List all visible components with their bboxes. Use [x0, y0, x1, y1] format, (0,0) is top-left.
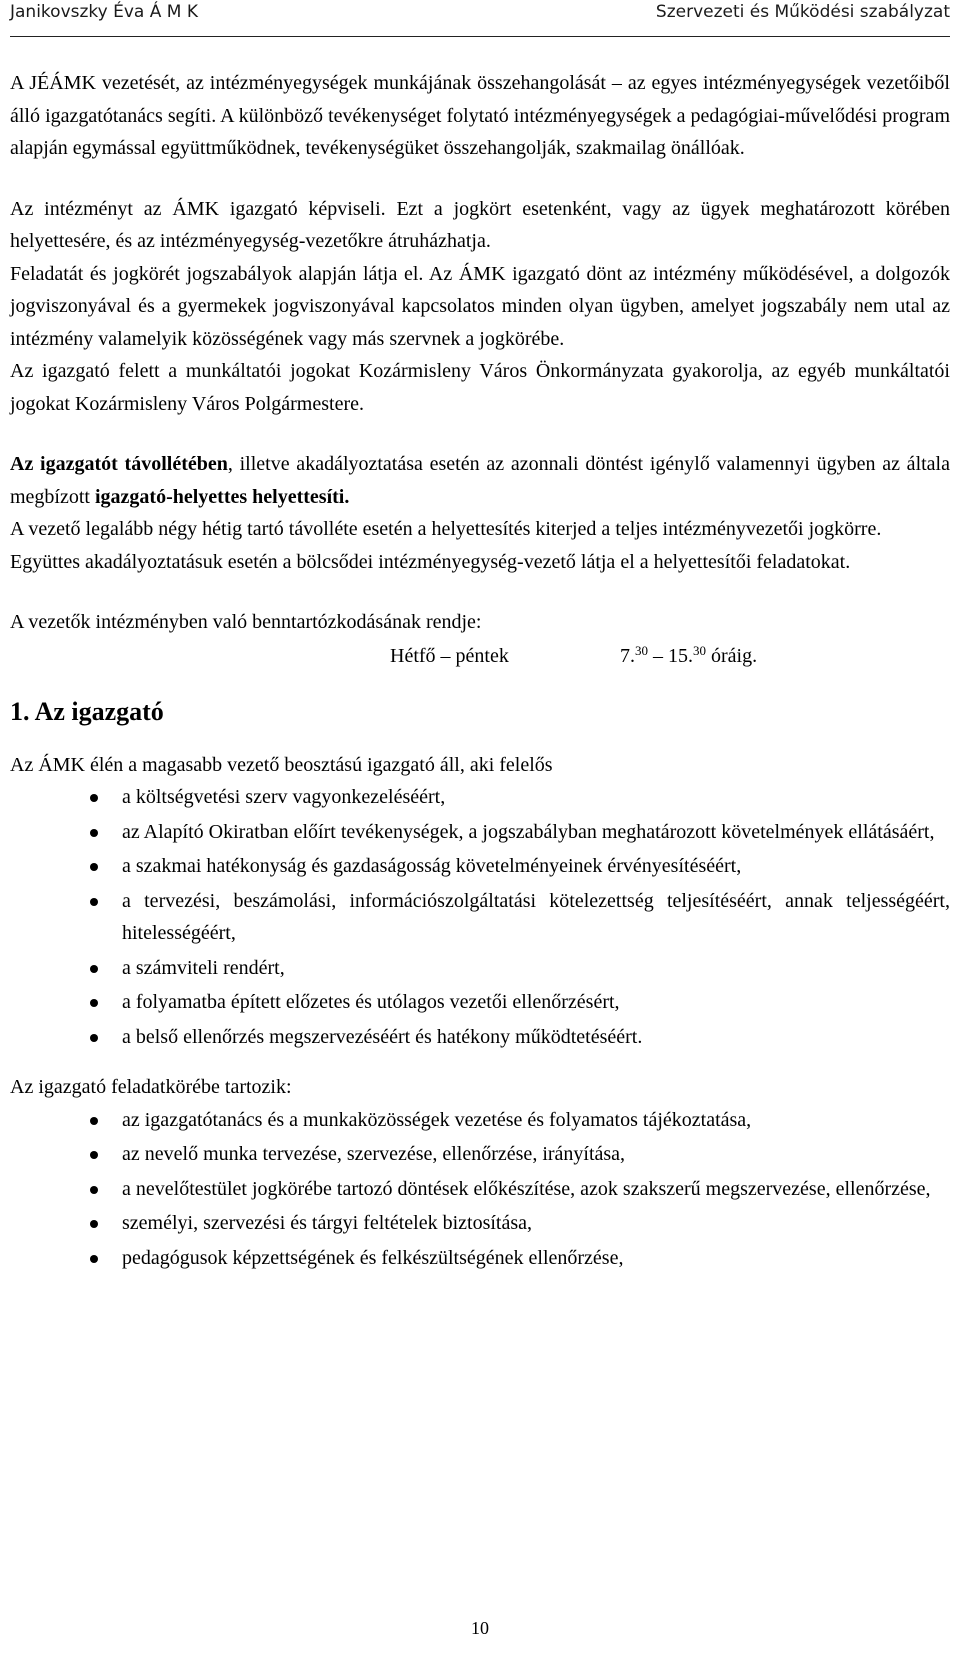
- section-heading: 1. Az igazgató: [10, 696, 164, 726]
- list-item: a szakmai hatékonyság és gazdaságosság követelményeinek érvényesítéséért,: [10, 850, 950, 883]
- substitution-bold-lead: Az igazgatót távollétében: [10, 453, 228, 475]
- schedule-dash: – 15.: [648, 644, 693, 667]
- duties-intro: Az igazgató feladatkörébe tartozik:: [10, 1076, 292, 1098]
- duties-list: [10, 1104, 950, 1275]
- list-item: a költségvetési szerv vagyonkezeléséért,: [10, 781, 950, 814]
- paragraph-joint-absence: Együttes akadályoztatásuk esetén a bölcsődei intézményegység-vezető látja el a helyettesítői feladatokat.: [10, 550, 851, 573]
- page-header: [10, 0, 950, 28]
- substitution-bold-deputy: igazgató-helyettes helyettesíti.: [94, 485, 350, 508]
- paragraph-presence-order: A vezetők intézményben való benntartózkodásának rendje:: [10, 611, 482, 633]
- list-item: a folyamatba épített előzetes és utólagos vezetői ellenőrzésért,: [10, 986, 950, 1019]
- list-item: az nevelő munka tervezése, szervezése, ellenőrzése, irányítása,: [10, 1138, 950, 1171]
- list-item: a számviteli rendért,: [10, 952, 950, 985]
- responsibility-list: [10, 781, 950, 1053]
- section-intro: Az ÁMK élén a magasabb vezető beosztású igazgató áll, aki felelős: [10, 753, 553, 776]
- list-item: a nevelőtestület jogkörébe tartozó döntések előkészítése, azok szakszerű megszervezése, ellenőrzése,: [10, 1173, 950, 1206]
- paragraph-authority: Feladatát és jogkörét jogszabályok alapján látja el. Az ÁMK igazgató dönt az intézmény működésével, a dolgozók jogviszonyával és a gyermekek jogviszonyával kapcsolatos minden olyan ügyben, amelyet jogszabály nem utal az intézmény valamelyik közösségének vagy más szervnek a jogkörébe.: [10, 262, 950, 350]
- paragraph-representation: Az intézményt az ÁMK igazgató képviseli. Ezt a jogkört esetenként, vagy az ügyek meghatározott körében helyettesére, és az intézményegység-vezetőkre átruházhatja.: [10, 197, 950, 252]
- paragraph-employer-rights: Az igazgató felett a munkáltatói jogokat Kozármisleny Város Önkormányzata gyakorolja, az egyéb munkáltatói jogokat Kozármisleny Város Polgármestere.: [10, 360, 950, 415]
- list-item: a belső ellenőrzés megszervezéséért és hatékony működtetéséért.: [10, 1021, 950, 1054]
- page-number: 10: [471, 1618, 489, 1638]
- schedule-suffix: óráig.: [706, 644, 758, 667]
- list-item: az Alapító Okiratban előírt tevékenységek, a jogszabályban meghatározott követelmények ellátásáért,: [10, 816, 950, 849]
- schedule-start-minutes: 30: [635, 642, 648, 658]
- paragraph-long-absence: A vezető legalább négy hétig tartó távolléte esetén a helyettesítés kiterjed a teljes intézményvezetői jogkörre.: [10, 518, 882, 540]
- list-item: a tervezési, beszámolási, információszolgáltatási kötelezettség teljesítéséért, annak teljességéért, hitelességéért,: [10, 885, 950, 950]
- paragraph-board: A JÉÁMK vezetését, az intézményegységek munkájának összehangolását – az egyes intézményegységek vezetőiből álló igazgatótanács segíti. A különböző tevékenységet folytató intézményegységek a pedagógiai-művelődési program alapján egymással együttműködnek, tevékenységüket összehangolják, szakmailag önállóak.: [10, 72, 950, 159]
- schedule-days: Hétfő – péntek: [390, 644, 509, 667]
- header-document-title: Szervezeti és Működési szabályzat: [655, 2, 950, 22]
- presence-schedule: [10, 639, 950, 673]
- paragraph-substitution: [10, 448, 950, 513]
- schedule-start: 7.: [620, 644, 635, 667]
- list-item: személyi, szervezési és tárgyi feltételek biztosítása,: [10, 1207, 950, 1240]
- list-item: pedagógusok képzettségének és felkészültségének ellenőrzése,: [10, 1242, 950, 1275]
- header-divider: [10, 36, 950, 37]
- header-author: Janikovszky Éva Á M K: [10, 2, 198, 22]
- list-item: az igazgatótanács és a munkaközösségek vezetése és folyamatos tájékoztatása,: [10, 1104, 950, 1137]
- schedule-end-minutes: 30: [693, 642, 706, 658]
- substitution-text: , illetve akadályoztatása esetén az azonnali döntést igénylő valamennyi ügyben az általa megbízott: [10, 453, 950, 508]
- document-body: [10, 67, 950, 1276]
